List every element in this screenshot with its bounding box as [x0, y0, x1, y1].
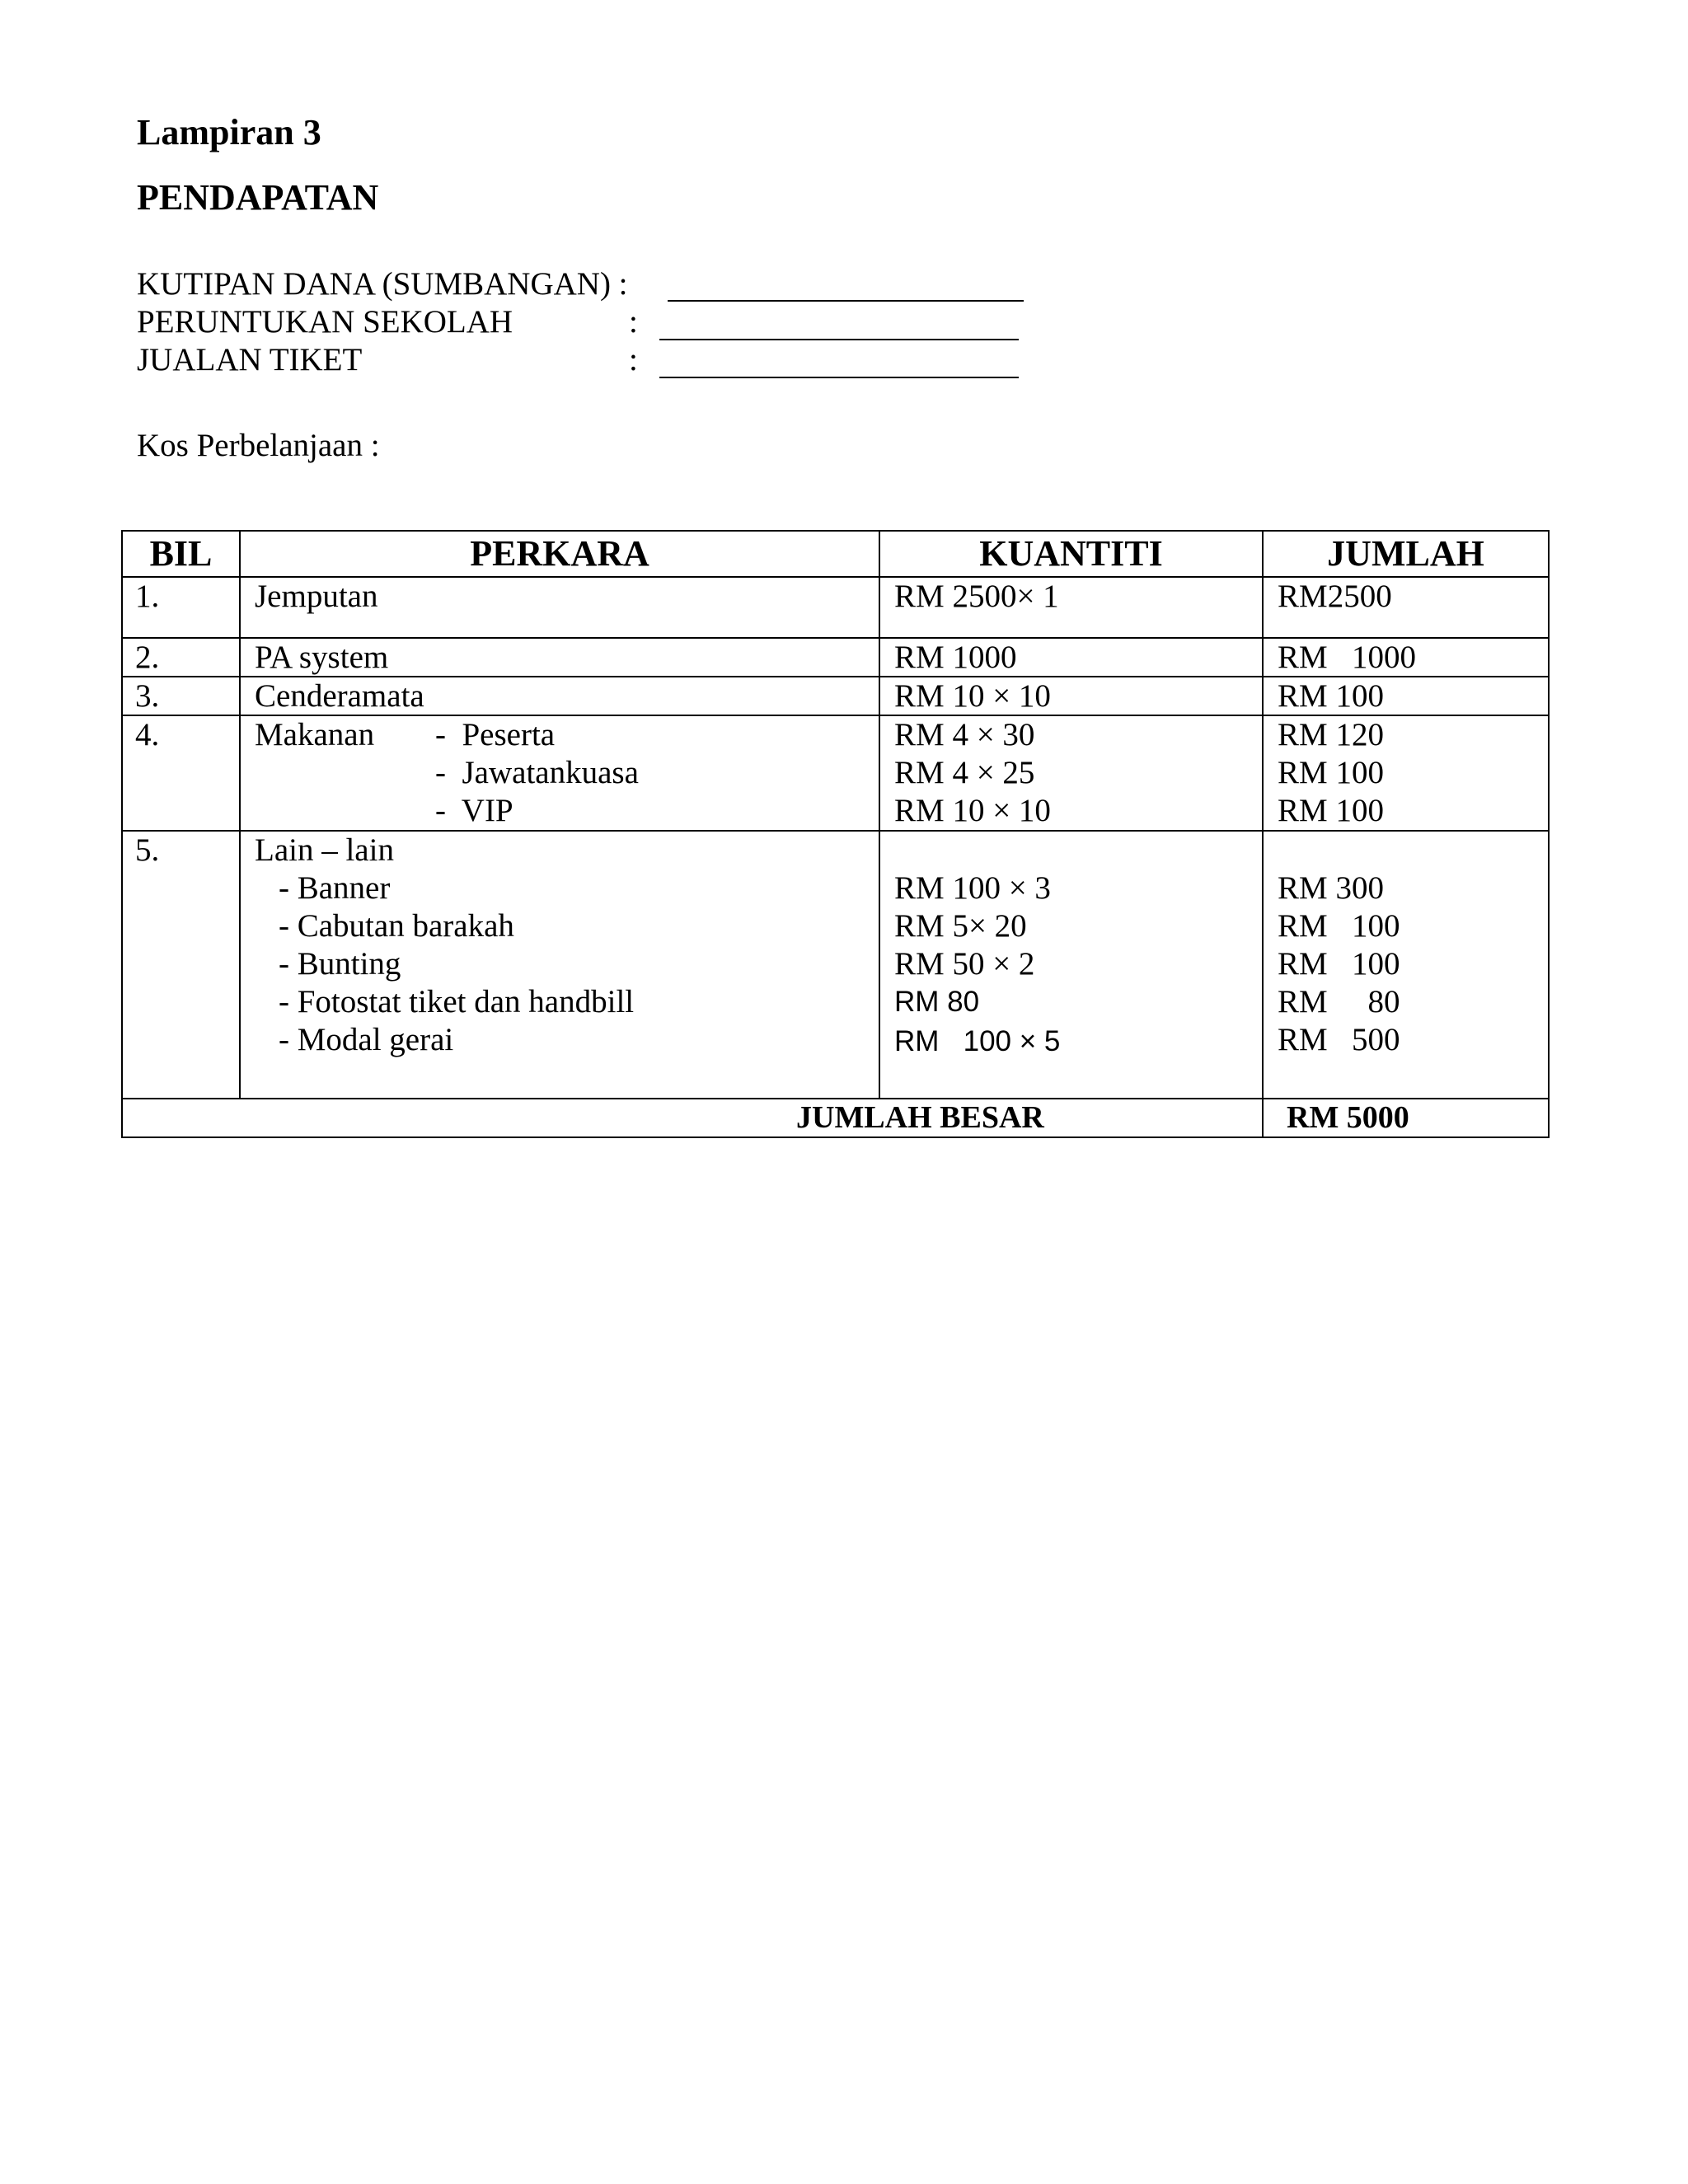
- table-row-5-bil: 5.: [135, 832, 160, 868]
- table-row-5-total-2: RM 100: [1278, 908, 1400, 944]
- table-row-4-total-3: RM 100: [1278, 793, 1384, 828]
- table-row-3-qty: RM 10 × 10: [894, 678, 1051, 714]
- income-colon-jualan: :: [629, 342, 638, 377]
- table-row-4-qty-1: RM 4 × 30: [894, 717, 1035, 752]
- table-row-2-total: RM 1000: [1278, 640, 1416, 675]
- page-title: PENDAPATAN: [137, 177, 379, 218]
- table-row-5-total-4: RM 80: [1278, 984, 1400, 1019]
- income-label-peruntukan: PERUNTUKAN SEKOLAH: [137, 304, 513, 340]
- income-blank-jualan: [659, 377, 1019, 378]
- table-row-4-sub-3: - VIP: [435, 793, 513, 828]
- appendix-heading: Lampiran 3: [137, 112, 321, 152]
- column-header-perkara: PERKARA: [470, 533, 649, 574]
- table-row-5-sub-1: - Banner: [279, 870, 391, 906]
- table-row-3-total: RM 100: [1278, 678, 1384, 714]
- income-blank-kutipan: [668, 300, 1024, 302]
- table-row-4-sub-2: - Jawatankuasa: [435, 755, 639, 790]
- column-header-bil: BIL: [149, 533, 213, 574]
- column-header-kuantiti: KUANTITI: [979, 533, 1163, 574]
- table-row-4-qty-2: RM 4 × 25: [894, 755, 1035, 790]
- table-row-5-item: Lain – lain: [255, 832, 394, 868]
- table-row-3-bil: 3.: [135, 678, 160, 714]
- table-row-5-qty-4: RM 80: [894, 986, 980, 1018]
- table-row-5-sub-2: - Cabutan barakah: [279, 908, 514, 944]
- column-header-jumlah: JUMLAH: [1327, 533, 1484, 574]
- table-row-4-total-1: RM 120: [1278, 717, 1384, 752]
- table-row-1-bil: 1.: [135, 579, 160, 614]
- table-row-5-qty-2: RM 5× 20: [894, 908, 1027, 944]
- grand-total-value: RM 5000: [1287, 1100, 1409, 1135]
- table-row-4-qty-3: RM 10 × 10: [894, 793, 1051, 828]
- table-row-5-sub-3: - Bunting: [279, 946, 401, 982]
- table-row-4-item: Makanan: [255, 717, 375, 752]
- table-row-5-sub-4: - Fotostat tiket dan handbill: [279, 984, 635, 1019]
- income-colon-peruntukan: :: [629, 304, 638, 340]
- table-row-1-item: Jemputan: [255, 579, 378, 614]
- table-row-5-qty-5: RM 100 × 5: [894, 1025, 1061, 1057]
- table-row-5-total-5: RM 500: [1278, 1022, 1400, 1057]
- expenses-label: Kos Perbelanjaan :: [137, 428, 380, 463]
- income-blank-peruntukan: [659, 339, 1019, 340]
- table-row-5-total-3: RM 100: [1278, 946, 1400, 982]
- grand-total-label: JUMLAH BESAR: [796, 1100, 1044, 1135]
- table-row-1-qty: RM 2500× 1: [894, 579, 1059, 614]
- income-label-jualan: JUALAN TIKET: [137, 342, 363, 377]
- table-row-4-sub-1: - Peserta: [435, 717, 556, 752]
- table-row-4-total-2: RM 100: [1278, 755, 1384, 790]
- table-row-3-item: Cenderamata: [255, 678, 424, 714]
- income-label-kutipan: KUTIPAN DANA (SUMBANGAN) :: [137, 266, 628, 302]
- table-row-4-bil: 4.: [135, 717, 160, 752]
- table-row-5-qty-3: RM 50 × 2: [894, 946, 1035, 982]
- table-row-2-bil: 2.: [135, 640, 160, 675]
- table-row-2-qty: RM 1000: [894, 640, 1017, 675]
- table-row-5-total-1: RM 300: [1278, 870, 1384, 906]
- table-row-2-item: PA system: [255, 640, 389, 675]
- table-row-1-total: RM2500: [1278, 579, 1392, 614]
- table-row-5-qty-1: RM 100 × 3: [894, 870, 1051, 906]
- table-row-5-sub-5: - Modal gerai: [279, 1022, 454, 1057]
